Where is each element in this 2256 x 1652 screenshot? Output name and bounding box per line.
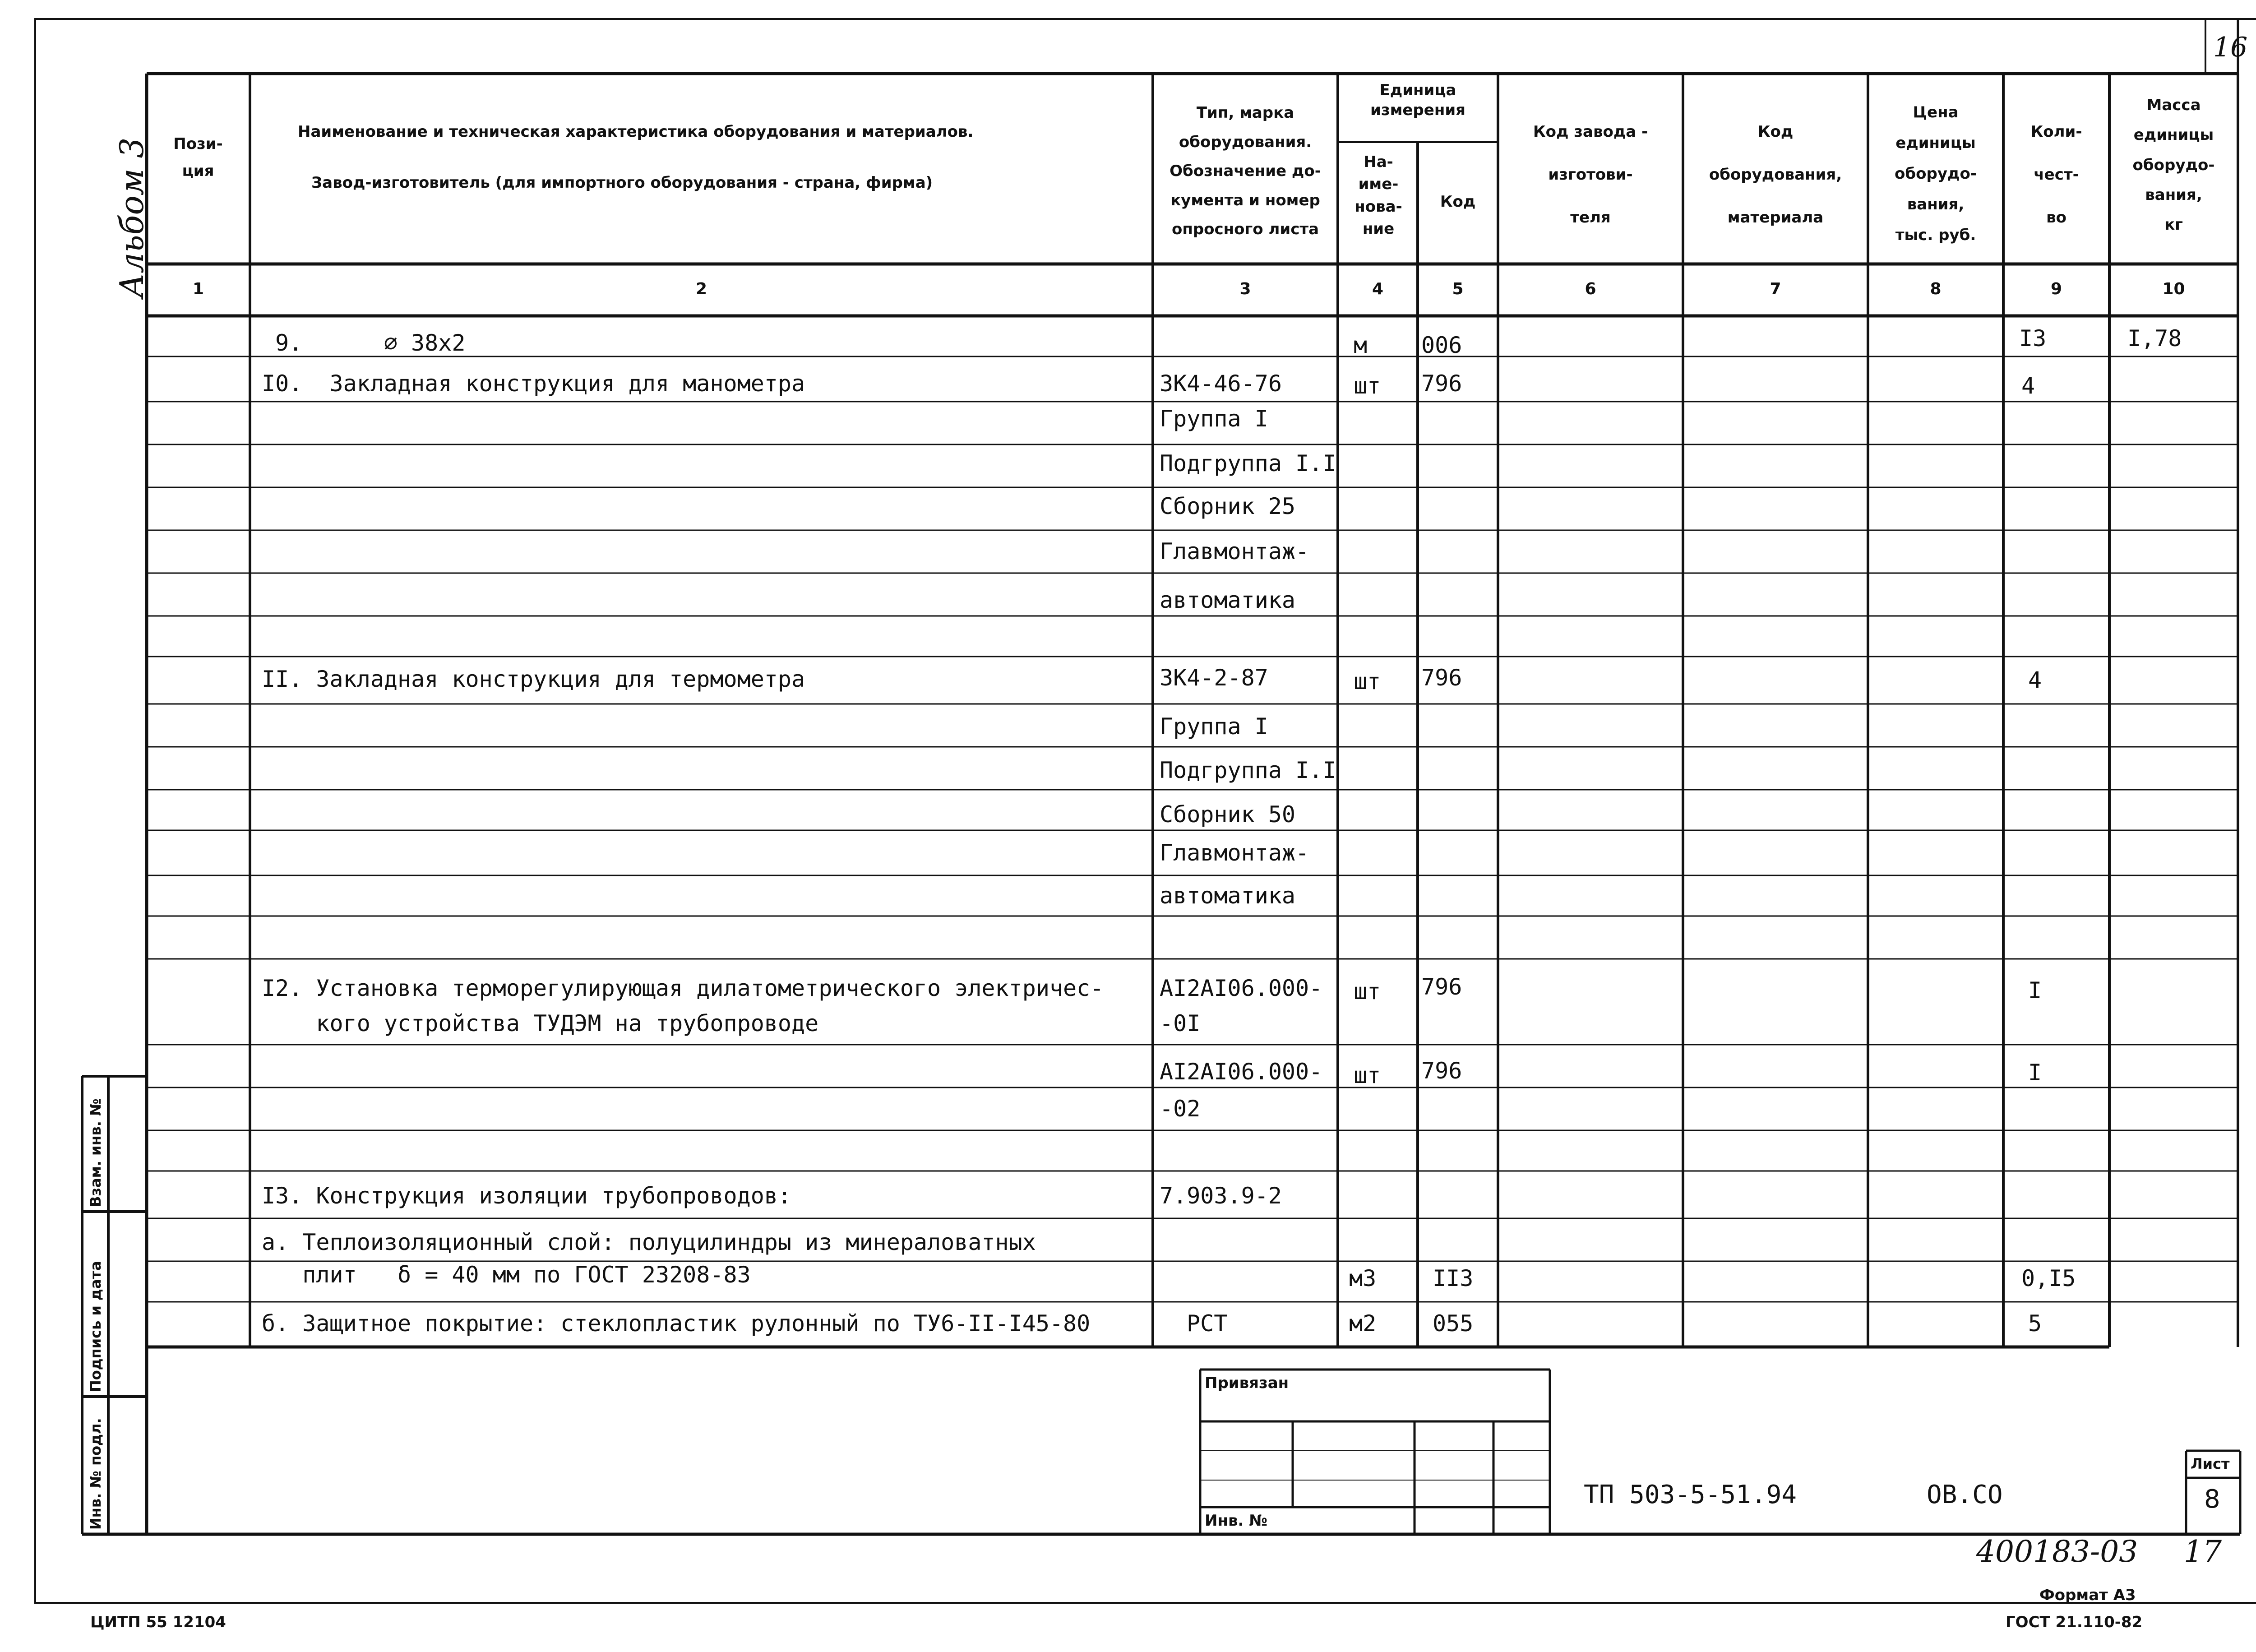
item-type: Сборник 50 [1160, 801, 1296, 828]
item-unit-code: 055 [1433, 1310, 1474, 1337]
album-label: Альбом 3 [113, 137, 151, 298]
item-type: Подгруппа I.I [1160, 757, 1336, 783]
header-unit-code: Код [1440, 193, 1476, 211]
item-unit-code: II3 [1433, 1265, 1474, 1291]
header-unit-price: Цена единицы оборудо- вания, тыс. руб. [1895, 103, 1977, 244]
header-type-mark: Тип, марка оборудования. Обозначение до- кумента и номер опросного листа [1170, 104, 1321, 239]
item-name: а. Теплоизоляционный слой: полуцилиндры из минераловатных [262, 1229, 1036, 1255]
column-number: 6 [1585, 280, 1596, 298]
column-number: 8 [1930, 280, 1942, 298]
item-name: кого устройства ТУДЭМ на трубопроводе [262, 1010, 819, 1037]
column-number: 10 [2162, 280, 2185, 298]
side-stamp-replace-inv: Взам. инв. № [87, 1098, 104, 1207]
item-unit: шт [1354, 668, 1381, 694]
side-stamp-signature-date: Подпись и дата [87, 1261, 104, 1392]
item-unit-code: 796 [1421, 370, 1462, 397]
item-type: Группа I [1160, 713, 1268, 740]
item-unit: шт [1354, 373, 1381, 399]
item-unit: шт [1354, 1062, 1381, 1088]
item-quantity: I [2028, 1060, 2042, 1086]
item-type: Группа I [1160, 406, 1268, 432]
column-number: 3 [1239, 280, 1251, 298]
item-type: Сборник 25 [1160, 493, 1296, 519]
item-type: 3К4-46-76 [1160, 370, 1282, 397]
column-number: 4 [1372, 280, 1384, 298]
item-unit: м2 [1349, 1310, 1377, 1337]
item-type: РСТ [1187, 1310, 1228, 1337]
item-type: автоматика [1160, 883, 1296, 909]
page-handwritten-number: 17 [2184, 1534, 2222, 1569]
side-stamp-inv-original: Инв. № подл. [87, 1418, 104, 1530]
header-equipment-code: Код оборудования, материала [1709, 123, 1842, 227]
item-name: б. Защитное покрытие: стеклопластик рулонный по ТУ6-II-I45-80 [262, 1310, 1091, 1337]
item-quantity: I3 [2019, 325, 2047, 352]
item-quantity: 0,I5 [2021, 1265, 2076, 1291]
item-unit-code: 796 [1421, 665, 1462, 691]
item-unit: м3 [1349, 1265, 1377, 1291]
item-name: плит δ = 40 мм по ГОСТ 23208-83 [262, 1262, 751, 1288]
item-unit-code: 796 [1421, 1058, 1462, 1084]
header-unit-mass: Масса единицы оборудо- вания, кг [2132, 96, 2215, 234]
item-name: II. Закладная конструкция для термометра [262, 666, 805, 692]
title-block-doc-code: ТП 503-5-51.94 [1584, 1480, 1797, 1509]
header-position: Пози- ция [173, 135, 223, 180]
item-name: 9. ∅ 38x2 [275, 330, 466, 356]
item-type: автоматика [1160, 587, 1296, 613]
archive-number: 400183-03 [1976, 1534, 2138, 1569]
item-name: I0. Закладная конструкция для манометра [262, 370, 805, 397]
item-quantity: 5 [2028, 1310, 2042, 1337]
item-type: -02 [1160, 1096, 1201, 1122]
item-type: 7.903.9-2 [1160, 1183, 1282, 1209]
format-label: Формат А3 [2039, 1586, 2136, 1604]
gost-label: ГОСТ 21.110-82 [2006, 1613, 2143, 1631]
item-unit: м [1354, 332, 1368, 358]
header-name-line2: Завод-изготовитель (для импортного оборудования - страна, фирма) [311, 174, 933, 192]
item-unit-code: 006 [1421, 332, 1462, 358]
column-number: 9 [2050, 280, 2062, 298]
item-type: -0I [1160, 1010, 1201, 1037]
item-quantity: 4 [2028, 667, 2042, 693]
item-type: AI2AI06.000- [1160, 1059, 1323, 1085]
header-unit-group: Единица измерения [1370, 81, 1465, 120]
item-type: 3К4-2-87 [1160, 665, 1268, 691]
title-block-sheet-number: 8 [2204, 1485, 2220, 1514]
sheet-corner-number: 16 [2213, 32, 2248, 63]
header-unit-name: На- име- нова- ние [1355, 153, 1402, 238]
item-quantity: I [2028, 977, 2042, 1004]
header-quantity: Коли- чест- во [2030, 123, 2082, 227]
item-unit-code: 796 [1421, 974, 1462, 1000]
column-number: 5 [1452, 280, 1464, 298]
item-quantity: 4 [2021, 373, 2035, 399]
item-unit: шт [1354, 978, 1381, 1004]
item-type: AI2AI06.000- [1160, 975, 1323, 1001]
header-factory-code: Код завода - изготови- теля [1533, 123, 1648, 227]
item-type: Главмонтаж- [1160, 840, 1309, 866]
item-name: I2. Установка терморегулирующая дилатометрического электричес- [262, 975, 1104, 1001]
header-name-line1: Наименование и техническая характеристика оборудования и материалов. [298, 123, 974, 141]
item-name: I3. Конструкция изоляции трубопроводов: [262, 1183, 791, 1209]
title-block-inv-no: Инв. № [1205, 1512, 1268, 1530]
item-mass: I,78 [2127, 325, 2182, 352]
title-block-sheet-label: Лист [2191, 1455, 2230, 1472]
item-type: Подгруппа I.I [1160, 450, 1336, 477]
item-type: Главмонтаж- [1160, 538, 1309, 565]
printer-code: ЦИТП 55 12104 [90, 1613, 226, 1631]
column-number: 7 [1770, 280, 1781, 298]
column-number: 1 [192, 280, 204, 298]
title-block-mark: ОВ.СО [1927, 1480, 2003, 1509]
column-number: 2 [695, 280, 707, 298]
title-block-linked: Привязан [1205, 1374, 1289, 1392]
